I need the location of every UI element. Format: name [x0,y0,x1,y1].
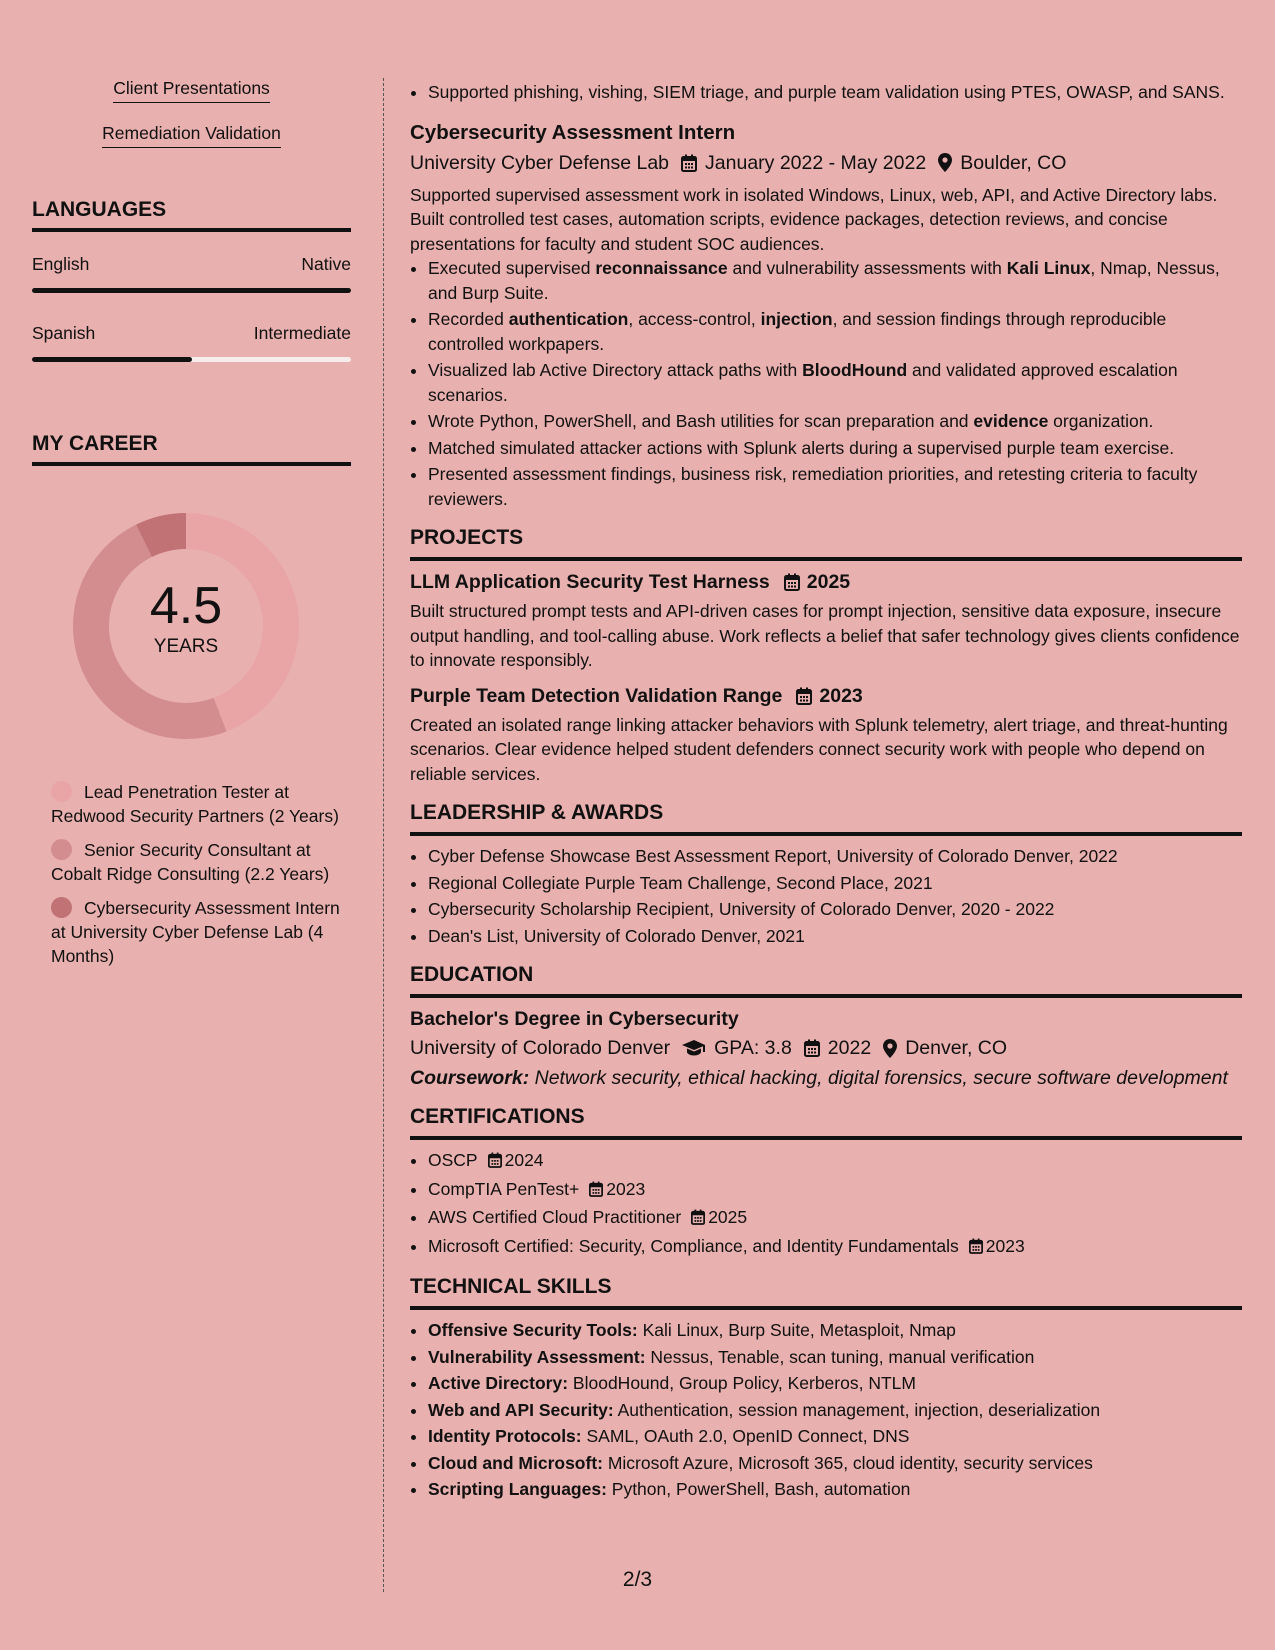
legend-dot [51,781,72,802]
career-total: 4.5 [149,577,223,635]
cert-year: 2023 [606,1178,646,1199]
project-description: Built structured prompt tests and API-driven cases for prompt injection, sensitive data exposure, insecure output handling, and tool-calling abuse. Work reflects a belief that safer technology gives clients confidence to innovate responsibly. [410,601,1240,670]
award-item: • Cyber Defense Showcase Best Assessment Report, University of Colorado Denver, 2022 [428,844,1242,869]
awards-list [410,844,1242,948]
skill-label: Vulnerability Assessment: [428,1346,646,1367]
career-donut [66,506,306,746]
bullet: • Visualized lab Active Directory attack paths with BloodHound and validated approved escalation scenarios. [428,358,1242,407]
job-summary: Supported supervised assessment work in isolated Windows, Linux, web, API, and Active Directory labs. Built controlled test cases, automation scripts, evidence packages, detection reviews, and concise presentations for faculty and student SOC audiences. [410,184,1218,254]
certification-item [428,1177,1242,1204]
job-title: Cybersecurity Assessment Intern [410,120,736,144]
cert-year: 2023 [985,1235,1025,1256]
skill-label: Cloud and Microsoft: [428,1452,603,1473]
project-year: 2023 [819,684,863,707]
languages-section [32,198,351,362]
cert-name: Microsoft Certified: Security, Compliance, and Identity Fundamentals [428,1235,959,1256]
languages-heading: LANGUAGES [32,198,351,232]
legend-label: Cybersecurity Assessment Intern at University Cyber Defense Lab (4 Months) [51,898,340,966]
coursework [410,1066,1242,1090]
education-section [410,962,1242,1090]
career-section [32,432,351,968]
coursework-text: Network security, ethical hacking, digital forensics, secure software development [529,1067,1228,1089]
skill-label: Scripting Languages: [428,1479,607,1499]
project-entry [410,569,1242,673]
prev-job-bullets [410,80,1242,105]
cert-name: OSCP [428,1150,478,1170]
project-description: Created an isolated range linking attacker behaviors with Splunk telemetry, alert triage, and threat-hunting scenarios. Clear evidence helped student defenders connect security work with people who depend on reliable services. [410,714,1228,784]
language-level: Intermediate [253,323,351,343]
award-item: • Regional Collegiate Purple Team Challenge, Second Place, 2021 [428,871,1242,896]
bullet: • Wrote Python, PowerShell, and Bash utilities for scan preparation and evidence organization. [428,409,1242,434]
certifications-list [410,1148,1242,1260]
gpa: GPA: 3.8 [714,1037,792,1059]
project-entry [410,683,1242,787]
right-column [410,80,1242,1504]
skill-item [428,1451,1242,1476]
tag: Client Presentations [113,78,270,103]
cert-year: 2024 [504,1150,544,1170]
skill-value: Python, PowerShell, Bash, automation [606,1479,911,1499]
skill-item [428,1398,1242,1423]
left-column [32,78,351,978]
calendar-icon [691,1207,705,1232]
skill-label: Web and API Security: [428,1399,614,1420]
calendar-icon [589,1179,603,1204]
skill-value: SAML, OAuth 2.0, OpenID Connect, DNS [581,1426,910,1446]
cert-name: AWS Certified Cloud Practitioner [428,1207,682,1227]
certification-item [428,1234,1242,1261]
language-name: English [32,254,90,274]
calendar-icon [796,687,812,705]
project-title: LLM Application Security Test Harness [410,571,770,593]
education-meta [410,1034,1242,1062]
award-item: • Cybersecurity Scholarship Recipient, University of Colorado Denver, 2020 - 2022 [428,897,1242,922]
column-divider [383,78,384,1592]
degree: Bachelor's Degree in Cybersecurity [410,1008,739,1030]
calendar-icon [681,154,697,172]
language-bar-fill [32,357,192,362]
awards-heading: LEADERSHIP & AWARDS [410,800,1242,836]
language-row [32,323,351,362]
skill-label: Active Directory: [428,1373,569,1393]
job-entry [410,119,1242,512]
language-bar [32,288,351,293]
calendar-icon [969,1236,983,1261]
project-title: Purple Team Detection Validation Range [410,684,783,707]
projects-heading: PROJECTS [410,525,1242,561]
skill-item [428,1371,1242,1396]
job-bullets [410,256,1242,511]
certification-item [428,1205,1242,1232]
bullet: • Recorded authentication, access-control, injection, and session findings through reproducible controlled workpapers. [428,307,1242,356]
location-pin-icon [938,153,952,172]
skill-value: BloodHound, Group Policy, Kerberos, NTLM [568,1373,916,1393]
bullet: • Executed supervised reconnaissance and vulnerability assessments with Kali Linux, Nmap, Nessus, and Burp Suite. [428,256,1242,305]
legend-dot [51,897,72,918]
skill-item [428,1477,1242,1502]
education-location: Denver, CO [905,1037,1008,1059]
page-number: 2/3 [622,1568,653,1591]
career-unit: YEARS [153,636,219,657]
job-location: Boulder, CO [960,151,1067,174]
tag: Remediation Validation [102,123,281,148]
career-heading: MY CAREER [32,432,351,466]
graduation-year: 2022 [827,1037,872,1059]
legend-item [51,838,341,886]
skill-label: Identity Protocols: [428,1426,582,1446]
school: University of Colorado Denver [410,1037,671,1059]
bullet: • Presented assessment findings, business risk, remediation priorities, and retesting criteria to faculty reviewers. [428,462,1242,511]
language-name: Spanish [32,323,96,343]
legend-label: Senior Security Consultant at Cobalt Ridge Consulting (2.2 Years) [51,840,330,884]
coursework-label: Coursework: [410,1067,530,1089]
projects-section [410,525,1242,786]
job-meta [410,149,1242,177]
skills-section [410,1274,1242,1502]
skill-item [428,1318,1242,1343]
location-pin-icon [883,1039,897,1058]
certifications-section [410,1104,1242,1260]
skill-value: Kali Linux, Burp Suite, Metasploit, Nmap [637,1320,956,1340]
calendar-icon [784,573,800,591]
skill-value: Authentication, session management, injection, deserialization [613,1399,1101,1420]
skill-item [428,1424,1242,1449]
education-heading: EDUCATION [410,962,1242,998]
skills-list [410,1318,1242,1502]
project-year: 2025 [806,571,851,593]
bullet: • Matched simulated attacker actions with Splunk alerts during a supervised purple team exercise. [428,436,1242,461]
calendar-icon [804,1039,820,1057]
job-dates: January 2022 - May 2022 [705,151,927,174]
legend-item [51,780,341,828]
cert-name: CompTIA PenTest+ [428,1178,580,1199]
skills-heading: TECHNICAL SKILLS [410,1274,1242,1310]
job-org: University Cyber Defense Lab [410,151,670,174]
skill-value: Microsoft Azure, Microsoft 365, cloud identity, security services [602,1452,1093,1473]
language-row [32,254,351,293]
career-legend [51,780,341,968]
calendar-icon [488,1150,502,1175]
cert-year: 2025 [708,1207,748,1227]
skill-item [428,1345,1242,1370]
legend-item [51,896,341,968]
skill-label: Offensive Security Tools: [428,1320,638,1340]
language-level: Native [301,254,351,274]
language-bar-fill [32,288,351,293]
legend-label: Lead Penetration Tester at Redwood Security Partners (2 Years) [51,782,339,826]
skill-value: Nessus, Tenable, scan tuning, manual verification [645,1346,1035,1367]
legend-dot [51,839,72,860]
awards-section [410,800,1242,948]
award-item: • Dean's List, University of Colorado Denver, 2021 [428,924,1242,949]
certifications-heading: CERTIFICATIONS [410,1104,1242,1140]
certification-item [428,1148,1242,1175]
graduation-cap-icon [682,1040,706,1056]
language-bar [32,357,351,362]
bullet: • Supported phishing, vishing, SIEM triage, and purple team validation using PTES, OWASP, and SANS. [428,80,1242,105]
